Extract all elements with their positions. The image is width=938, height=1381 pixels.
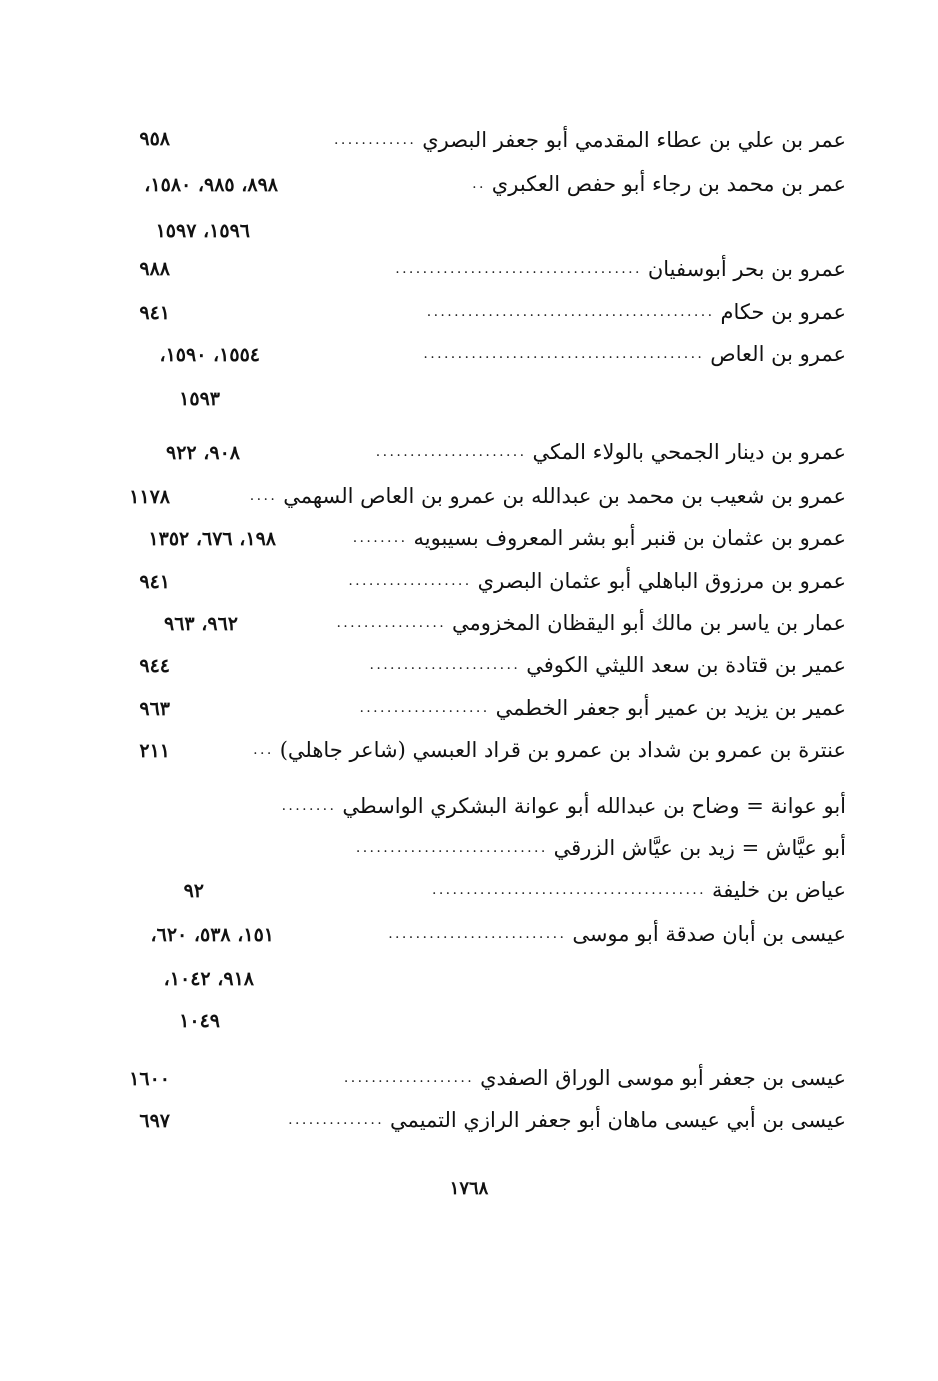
entry-pages: ٢١١: [139, 740, 170, 762]
entry-leader-dots: ............: [334, 132, 417, 148]
index-entry: [100, 561, 846, 601]
entry-leader-dots: ........................................: [431, 882, 706, 898]
entry-name: عمير بن يزيد بن عمير أبو جعفر الخطمي: [495, 696, 846, 720]
entry-leader-dots: ..: [472, 176, 486, 192]
entry-leader-dots: ....: [249, 488, 278, 504]
entry-pages: ٩٠٨، ٩٢٢: [166, 442, 240, 464]
entry-name: عمرو بن شعيب بن محمد بن عبدالله بن عمرو بن العاص السهمي: [283, 484, 846, 508]
entry-name: عمرو بن مرزوق الباهلي أبو عثمان البصري: [477, 569, 846, 593]
entry-name: عمرو بن العاص: [710, 342, 846, 366]
entry-pages: ٩٥٨: [139, 128, 170, 150]
index-entry: [100, 870, 846, 910]
entry-pages-continued: ١٠٤٩: [179, 1010, 220, 1032]
entry-pages-continued: ١٥٩٣: [179, 388, 220, 410]
entry-leader-dots: ................: [336, 615, 447, 631]
entry-leader-dots: ........: [352, 530, 408, 546]
entry-pages: ١٦٠٠: [129, 1068, 170, 1090]
entry-pages: ١١٧٨: [129, 486, 170, 508]
entry-pages: ٦٩٧: [139, 1110, 170, 1132]
entry-pages: ٩٦٢، ٩٦٣: [164, 613, 238, 635]
entry-leader-dots: ..................: [348, 573, 472, 589]
index-entry: [100, 249, 846, 289]
index-entry: [100, 730, 846, 770]
entry-pages: ٨٩٨، ٩٨٥، ١٥٨٠،: [144, 174, 278, 196]
entry-pages: ٩٨٨: [139, 258, 170, 280]
entry-leader-dots: ...................: [343, 1070, 475, 1086]
entry-pages: ١٩٨، ٦٧٦، ١٣٥٢: [148, 528, 276, 550]
entry-leader-dots: ...................: [359, 700, 490, 716]
entry-name: عمار بن ياسر بن مالك أبو اليقظان المخزومي: [452, 611, 846, 635]
entry-leader-dots: ............................: [355, 840, 548, 856]
entry-leader-dots: ......................: [375, 444, 527, 460]
entry-name: عمر بن محمد بن رجاء أبو حفص العكبري: [491, 172, 846, 196]
entry-name: عنترة بن عمرو بن شداد بن عمرو بن قراد العبسي (شاعر جاهلي): [279, 738, 846, 762]
entry-leader-dots: ..............: [288, 1112, 385, 1128]
index-entry: [100, 688, 846, 728]
entry-pages: ٩٤١: [139, 571, 170, 593]
index-entry: [100, 476, 846, 516]
entry-pages-continued: ٩١٨، ١٠٤٢،: [163, 968, 254, 990]
entry-pages: ٩٤٤: [139, 655, 170, 677]
index-entry: [100, 120, 846, 160]
entry-leader-dots: ..........................................: [426, 304, 715, 320]
index-entry: [100, 828, 846, 868]
entry-leader-dots: ........: [281, 798, 337, 814]
entry-name: عمير بن قتادة بن سعد الليثي الكوفي: [526, 653, 846, 677]
entry-name: عمرو بن حكام: [720, 300, 846, 324]
entry-name: عمر بن علي بن عطاء المقدمي أبو جعفر البصري: [422, 128, 846, 152]
entry-name: عمرو بن عثمان بن قنبر أبو بشر المعروف بسيبويه: [413, 526, 846, 550]
entry-name: عمرو بن بحر أبوسفيان: [647, 257, 846, 281]
entry-name: عيسى بن جعفر أبو موسى الوراق الصفدي: [480, 1066, 846, 1090]
index-entry: [100, 645, 846, 685]
entry-leader-dots: ......................: [369, 657, 521, 673]
index-entry: [100, 1100, 846, 1140]
entry-name: أبو عوانة = وضاح بن عبدالله أبو عوانة البشكري الواسطي: [342, 794, 846, 818]
entry-leader-dots: .........................................: [423, 346, 705, 362]
entry-name: عيسى بن أبان صدقة أبو موسى: [572, 922, 846, 946]
entry-name: أبو عيَّاش = زيد بن عيَّاش الزرقي: [553, 836, 846, 860]
entry-pages: ٩٦٣: [139, 698, 170, 720]
entry-leader-dots: ..........................: [388, 926, 567, 942]
entry-pages: ١٥٥٤، ١٥٩٠،: [159, 344, 260, 366]
entry-pages: ٩٢: [183, 880, 204, 902]
index-entry: [100, 292, 846, 332]
index-entry: [100, 1058, 846, 1098]
entry-pages: ٩٤١: [139, 302, 170, 324]
entry-pages: ١٥١، ٥٣٨، ٦٢٠،: [150, 924, 274, 946]
entry-leader-dots: ...: [253, 742, 274, 758]
entry-name: عمرو بن دينار الجمحي بالولاء المكي: [532, 440, 846, 464]
index-entry: [100, 786, 846, 826]
entry-name: عيسى بن أبي عيسى ماهان أبو جعفر الرازي التميمي: [390, 1108, 846, 1132]
page-number: ١٧٦٨: [449, 1178, 489, 1199]
entry-name: عياض بن خليفة: [712, 878, 846, 902]
entry-leader-dots: ....................................: [395, 261, 642, 277]
entry-pages-continued: ١٥٩٦، ١٥٩٧: [155, 220, 250, 242]
